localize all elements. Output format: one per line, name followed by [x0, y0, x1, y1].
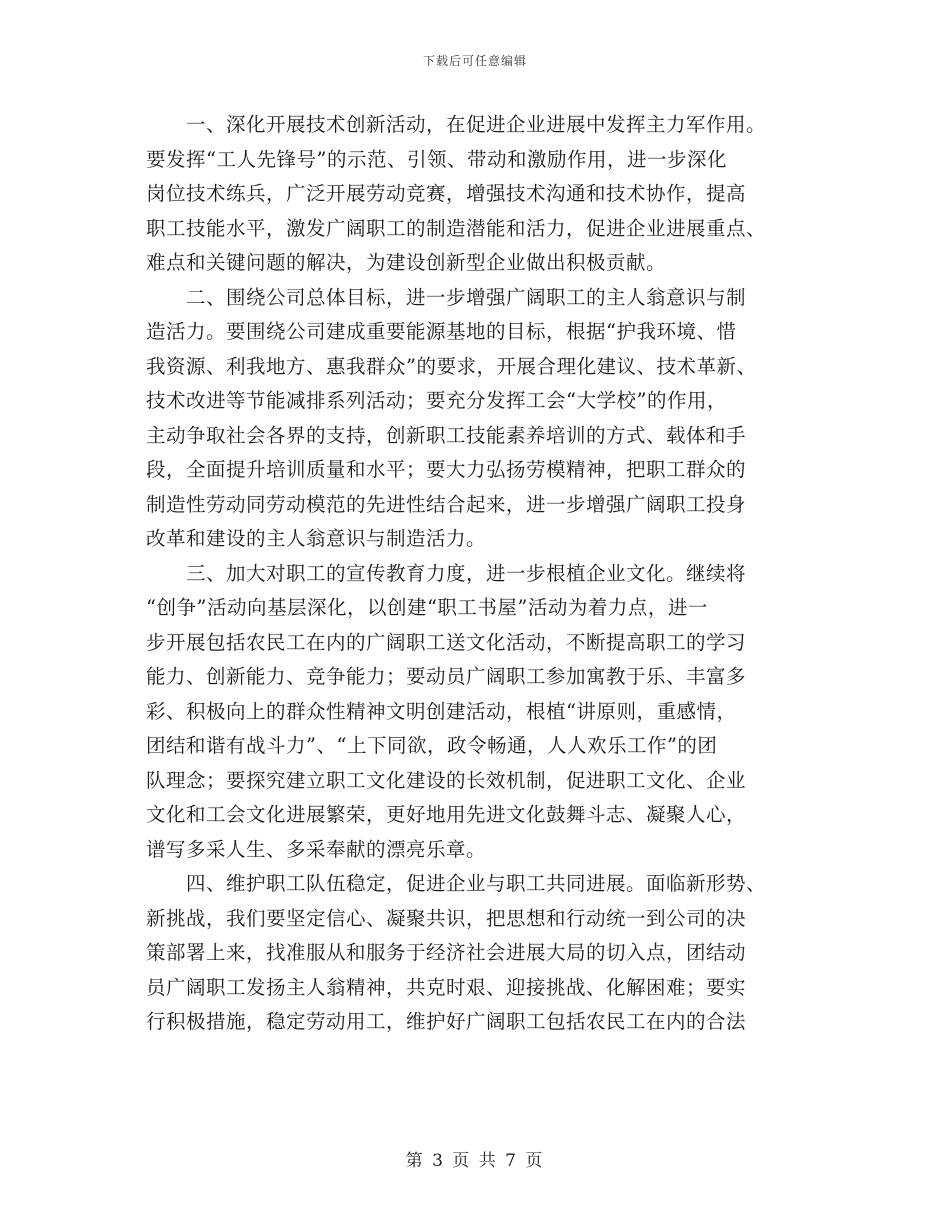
text-line: 主动争取社会各界的支持，创新职工技能素养培训的方式、载体和手	[146, 423, 747, 447]
paragraph-1	[146, 108, 826, 281]
text-line: 三、加大对职工的宣传教育力度，进一步根植企业文化。继续将	[186, 561, 747, 585]
text-line: 难点和关键问题的解决，为建设创新型企业做出积极贡献。	[146, 251, 667, 274]
text-line: 四、维护职工队伍稳定，促进企业与职工共同进展。面临新形势、	[186, 872, 767, 895]
text-line: 职工技能水平，激发广阔职工的制造潜能和活力，促进企业进展重点、	[146, 216, 767, 240]
paragraph-3	[146, 557, 826, 868]
text-line: 文化和工会文化进展繁荣，更好地用先进文化鼓舞斗志、凝聚人心，	[146, 803, 747, 826]
text-line: 步开展包括农民工在内的广阔职工送文化活动，不断提高职工的学习	[146, 630, 747, 654]
text-line: 员广阔职工发扬主人翁精神，共克时艰、迎接挑战、化解困难；要实	[146, 975, 747, 999]
paragraph-4	[146, 867, 826, 1040]
paragraph-2	[146, 281, 826, 557]
text-line: 彩、积极向上的群众性精神文明创建活动，根植“讲原则，重感情，	[146, 699, 737, 723]
text-line: 新挑战，我们要坚定信心、凝聚共识，把思想和行动统一到公司的决	[146, 906, 747, 930]
document-body	[146, 108, 826, 1040]
page-header: 下载后可任意编辑	[422, 54, 527, 68]
text-line: 一、深化开展技术创新活动，在促进企业进展中发挥主力军作用。	[186, 113, 767, 136]
text-line: 技术改进等节能减排系列活动；要充分发挥工会“大学校”的作用，	[146, 389, 727, 412]
text-line: 岗位技术练兵，广泛开展劳动竞赛，增强技术沟通和技术协作，提高	[146, 182, 747, 205]
text-line: 队理念；要探究建立职工文化建设的长效机制，促进职工文化、企业	[146, 768, 747, 792]
text-line: 团结和谐有战斗力”、“上下同欲，政令畅通，人人欢乐工作”的团	[146, 734, 718, 757]
text-line: 我资源、利我地方、惠我群众”的要求，开展合理化建议、技术革新、	[146, 354, 757, 378]
page-number: 第 3 页 共 7 页	[405, 1151, 545, 1171]
text-line: 行积极措施，稳定劳动用工，维护好广阔职工包括农民工在内的合法	[146, 1010, 747, 1033]
text-line: 谱写多采人生、多采奉献的漂亮乐章。	[146, 837, 487, 861]
text-line: 造活力。要围绕公司建成重要能源基地的目标，根据“护我环境、惜	[146, 320, 737, 343]
text-line: 要发挥“工人先锋号”的示范、引领、带动和激励作用，进一步深化	[146, 147, 727, 171]
text-line: 制造性劳动同劳动模范的先进性结合起来，进一步增强广阔职工投身	[146, 492, 747, 516]
text-line: 段，全面提升培训质量和水平；要大力弘扬劳模精神，把职工群众的	[146, 458, 747, 481]
text-line: 能力、创新能力、竞争能力；要动员广阔职工参加寓教于乐、丰富多	[146, 665, 747, 688]
text-line: “创争”活动向基层深化，以创建“职工书屋”活动为着力点，进一	[146, 596, 708, 619]
text-line: 改革和建设的主人翁意识与制造活力。	[146, 527, 487, 550]
text-line: 策部署上来，找准服从和服务于经济社会进展大局的切入点，团结动	[146, 941, 747, 964]
text-line: 二、围绕公司总体目标，进一步增强广阔职工的主人翁意识与制	[186, 285, 747, 309]
